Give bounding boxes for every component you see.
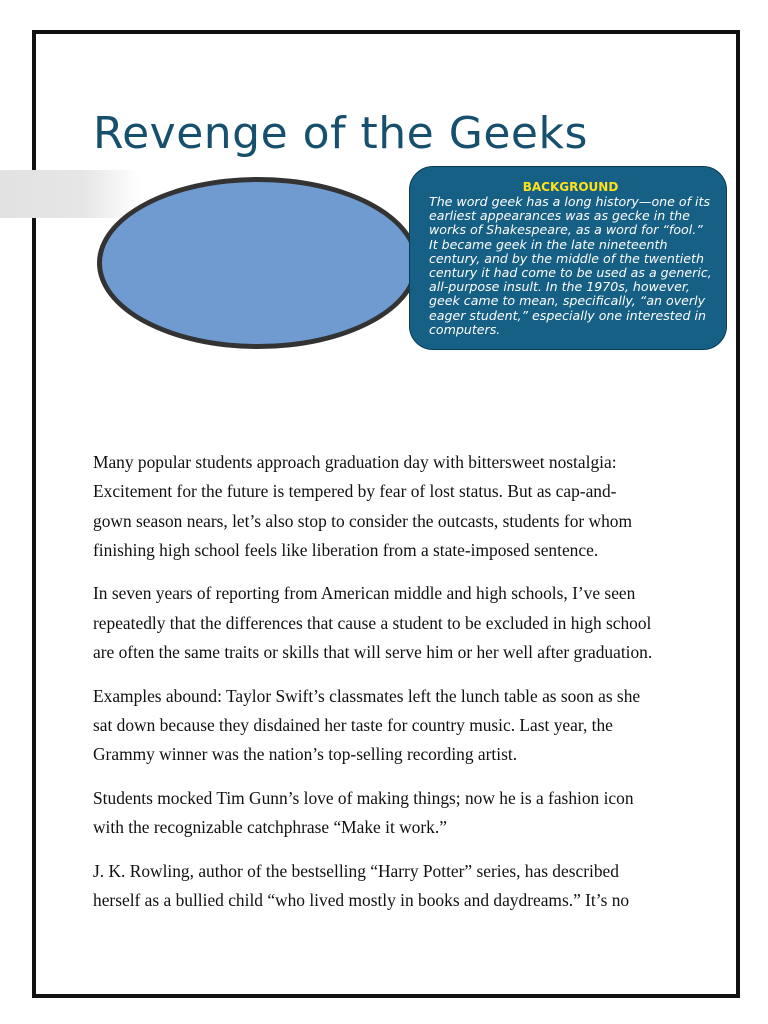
text-line: finishing high school feels like liberation from a state-imposed sentence. (93, 539, 599, 560)
text-line: herself as a bullied child “who lived mostly in books and daydreams.” It’s no (93, 890, 630, 911)
background-sidebar-box (409, 166, 727, 350)
paragraph-2 (93, 579, 693, 667)
decorative-shadow-bar (0, 170, 140, 218)
text-line: repeatedly that the differences that cause a student to be excluded in high school (93, 612, 652, 633)
paragraph-3 (93, 682, 693, 770)
text-line: Grammy winner was the nation’s top-selling recording artist. (93, 744, 518, 765)
text-line: Students mocked Tim Gunn’s love of making things; now he is a fashion icon (93, 787, 634, 808)
blue-ellipse-shape (97, 177, 419, 349)
text-line: Many popular students approach graduation day with bittersweet nostalgia: (93, 452, 617, 472)
text-line: gown season nears, let’s also stop to consider the outcasts, students for whom (93, 510, 633, 531)
paragraph-5 (93, 857, 693, 916)
text-line: are often the same traits or skills that will serve him or her well after graduation. (93, 642, 653, 663)
text-line: In seven years of reporting from American middle and high schools, I’ve seen (93, 583, 636, 604)
text-line: with the recognizable catchphrase “Make it work.” (93, 817, 447, 838)
text-line: sat down because they disdained her taste for country music. Last year, the (93, 714, 613, 735)
article-body (93, 448, 693, 930)
paragraph-4 (93, 784, 693, 843)
text-line: J. K. Rowling, author of the bestselling “Harry Potter” series, has described (93, 860, 619, 881)
text-line: Examples abound: Taylor Swift’s classmates left the lunch table as soon as she (93, 685, 641, 706)
document-title: Revenge of the Geeks (93, 108, 588, 159)
paragraph-1 (93, 448, 693, 565)
text-line: Excitement for the future is tempered by fear of lost status. But as cap-and- (93, 481, 617, 502)
sidebar-text: The word geek has a long history—one of its earliest appearances was as gecke in the works of Shakespeare, as a word for “fool.” It became geek in the late nineteenth century, and by the middle of the twentieth century it had come to be used as a generic, all-purpose insult. In the 1970s, however, geek came to mean, specifically, “an overly eager student,” especially one interested in computers. (429, 194, 712, 337)
sidebar-heading: BACKGROUND (522, 180, 619, 194)
